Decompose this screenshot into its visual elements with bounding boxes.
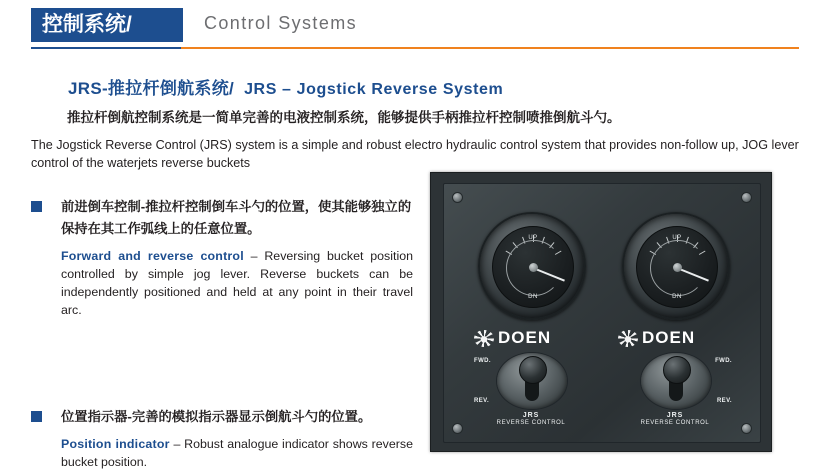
page-header (0, 0, 830, 54)
panel-caption-subtitle: REVERSE CONTROL (640, 420, 710, 426)
gauge-face (636, 226, 718, 308)
lever-label-forward: FWD. (715, 358, 732, 364)
jog-lever-right[interactable] (616, 352, 734, 412)
panel-caption-right (616, 412, 734, 426)
header-title-en: Control Systems (204, 13, 358, 33)
screw-icon (452, 423, 463, 434)
screw-icon (452, 192, 463, 203)
header-title-cn: 控制系统/ (42, 13, 132, 36)
screw-icon (741, 192, 752, 203)
feature-heading-cn-rest: -推拉杆控制倒车斗勺的位置，使其能够独立的保持在其工作弧线上的任意位置。 (61, 199, 412, 236)
feature-body-en-strong: Position indicator (61, 437, 170, 451)
doen-logo-icon (474, 330, 494, 347)
gauge-label-up: UP (528, 235, 538, 241)
position-indicator-gauge-left (478, 212, 586, 320)
feature-heading-cn (61, 196, 413, 240)
gauge-label-up: UP (672, 235, 682, 241)
lever-knob[interactable] (519, 356, 547, 384)
feature-body-en (61, 247, 413, 319)
feature-heading-cn-rest: -完善的模拟指示器显示倒航斗勺的位置。 (127, 409, 372, 424)
section-title-en: JRS – Jogstick Reverse System (244, 81, 504, 98)
gauge-hub (529, 263, 538, 272)
lever-label-reverse: REV. (716, 398, 732, 404)
square-bullet-icon (31, 201, 42, 212)
feature-body-en-strong: Forward and reverse control (61, 249, 244, 263)
feature-heading-cn (61, 406, 413, 428)
position-indicator-gauge-right (622, 212, 730, 320)
feature-heading-cn-bold: 位置指示器 (61, 409, 128, 424)
gauge-hub (673, 263, 682, 272)
lever-knob[interactable] (663, 356, 691, 384)
intro-paragraph-en: The Jogstick Reverse Control (JRS) system is a simple and robust electro hydraulic control system that provides non-follow up, JOG lever control of the waterjets reverse buckets (31, 138, 799, 170)
feature-body-en-rest: – Reversing bucket position controlled by simple jog lever. Reverse buckets can be independently positioned and held at any point in their travel arc. (61, 249, 413, 317)
screw-icon (741, 423, 752, 434)
brand-logo-text: DOEN (642, 328, 696, 347)
gauge-label-dn: DN (528, 294, 538, 300)
panel-caption-left (472, 412, 590, 426)
brand-logo-right (618, 328, 730, 348)
doen-logo-icon (618, 330, 638, 347)
panel-caption-title: JRS (522, 412, 540, 419)
lever-label-reverse: REV. (474, 398, 490, 404)
brand-logo-text: DOEN (498, 328, 552, 347)
control-panel-photo (430, 172, 772, 452)
panel-caption-title: JRS (666, 412, 684, 419)
feature-body-en-rest: – Robust analogue indicator shows reverse bucket position. (61, 437, 413, 469)
lever-plate (640, 352, 712, 410)
feature-item-forward-reverse-control (31, 196, 413, 319)
lever-label-forward: FWD. (474, 358, 491, 364)
brand-logo-left (474, 328, 586, 348)
lever-plate (496, 352, 568, 410)
gauge-face (492, 226, 574, 308)
jrs-control-panel (443, 183, 761, 443)
intro-paragraph-cn: 推拉杆倒航控制系统是一简单完善的电液控制系统，能够提供手柄推拉杆控制喷推倒航斗勺。 (67, 110, 621, 125)
section-title (68, 74, 503, 99)
section-title-cn: JRS-推拉杆倒航系统/ (68, 79, 235, 98)
jog-lever-left[interactable] (472, 352, 590, 412)
gauge-label-dn: DN (672, 294, 682, 300)
panel-caption-subtitle: REVERSE CONTROL (496, 420, 566, 426)
header-divider (31, 47, 799, 49)
feature-heading-cn-bold: 前进倒车控制 (61, 199, 141, 214)
square-bullet-icon (31, 411, 42, 422)
feature-item-position-indicator (31, 406, 413, 471)
